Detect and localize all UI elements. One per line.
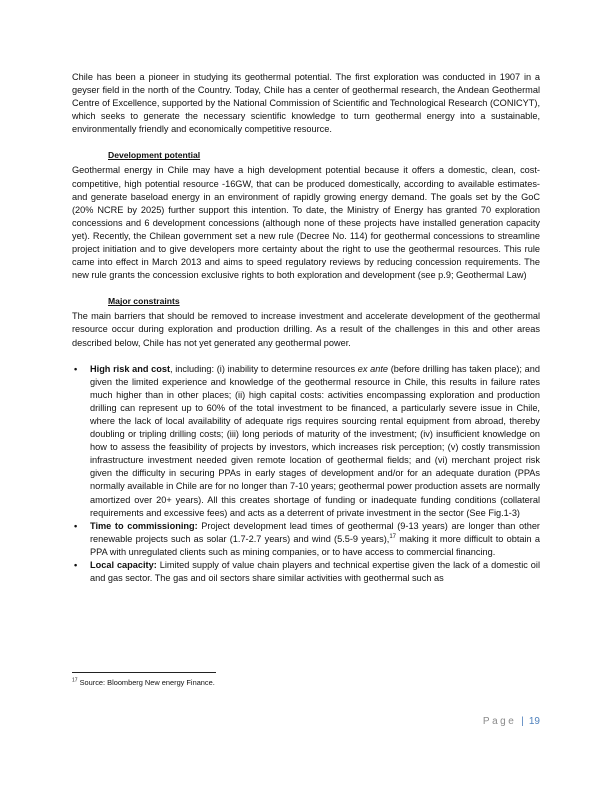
list-item (72, 559, 540, 585)
intro-paragraph: Chile has been a pioneer in studying its geothermal potential. The first exploration was conducted in 1907 in a geyser field in the north of the Country. Today, Chile has a center of geothermal research, the Andean Geothermal Centre of Excellence, supported by the National Commission of Scientific and Technological Research (CONICYT), which seeks to generate the necessary scientific knowledge to turn geothermal energy into a sustainable, environmentally friendly and economically competitive resource. (72, 72, 540, 135)
bullet-text: , including: (i) inability to determine resources (170, 363, 358, 374)
footnote-ref: 17 (389, 533, 397, 540)
footnote-number: 17 (72, 677, 78, 684)
constraints-list (72, 363, 540, 586)
page-footer (483, 716, 540, 727)
bullet-lead: Time to commissioning: (90, 520, 198, 531)
development-paragraph: Geothermal energy in Chile may have a high development potential because it offers a domestic, clean, cost-competitive, high potential resource -16GW, that can be produced domestically, according to available estimates- and generate baseload energy in an environment of rapidly growing energy demand. The goals set by the GoC (20% NCRE by 2025) further support this intention. To date, the Ministry of Energy has granted 70 exploration concessions and 6 development concessions (although none of these projects have installed generation capacity yet). Recently, the Chilean government set a new rule (Decree No. 114) for geothermal concessions to streamline project initiation and to give developers more certainty about the right to use the geothermal resources. This rule came into effect in March 2013 and aims to speed regulatory reviews by reducing concession requirements. The new rule grants the concession exclusive rights to both exploration and development (see p.9; Geothermal Law) (72, 165, 540, 281)
bullet-text: making it more difficult to obtain a PPA with unregulated clients such as mining companies, or to have access to commercial financing. (90, 533, 540, 557)
footnote-divider (72, 672, 216, 673)
constraints-intro: The main barriers that should be removed to increase investment and accelerate development of the geothermal resource occur during exploration and production drilling. As a result of the challenges in this and other areas described below, Chile has not yet generated any geothermal power. (72, 311, 540, 348)
page-number: 19 (528, 716, 540, 727)
constraints-heading: Major constraints (108, 296, 180, 307)
list-item (72, 363, 540, 520)
bullet-icon: • (74, 520, 78, 531)
bullet-italic: ex ante (357, 363, 389, 374)
bullet-text: Limited supply of value chain players and technical expertise given the lack of a domestic oil and gas sector. The gas and oil sectors share similar activities with geothermal such as (90, 560, 540, 584)
bullet-text: (before drilling has taken place); and given the limited experience and knowledge of the geothermal resource in Chile, this results in failure rates much higher than in other places; (ii) high capital costs: activities encompassing exploration and production drilling can represent up to 60% of the total investment to be financed, a particularly severe issue in Chile, where the lack of local availability of adequate rigs requires sourcing rental equipment from abroad, thereby doubling or tripling drilling costs; (iii) long periods of maturity of the investment; (iv) insufficient knowledge on how to assess the feasibility of projects by investors, which increases risk perception; (v) costly transmission infrastructure investment needed given remote location of geothermal fields; and (vi) merchant project risk given the difficulty in securing PPAs in early stages of development and/or for an adequate duration (PPAs normally available in Chile are for no longer than 7-10 years; geothermal power production assets are normally amortized over 20+ years). All this creates shortage of funding or inadequate funding conditions (collateral requirements and excessive fees) and acts as a deterrent of private investment in the sector (See Fig.1-3) (90, 363, 540, 518)
footer-separator: | (521, 716, 524, 727)
development-heading: Development potential (108, 150, 201, 161)
bullet-icon: • (74, 560, 78, 570)
footnote (72, 678, 215, 688)
bullet-icon: • (74, 363, 78, 374)
bullet-text: Project development lead times of geothermal (9-13 years) are longer than other renewable projects such as solar (1.7-2.7 years) and wind (5.5-9 years), (90, 520, 540, 544)
bullet-lead: Local capacity: (90, 560, 157, 570)
list-item (72, 520, 540, 559)
main-content (72, 71, 540, 585)
page-label: Page (482, 716, 517, 727)
bullet-lead: High risk and cost (90, 363, 171, 374)
footnote-text: Source: Bloomberg New energy Finance. (77, 678, 215, 687)
